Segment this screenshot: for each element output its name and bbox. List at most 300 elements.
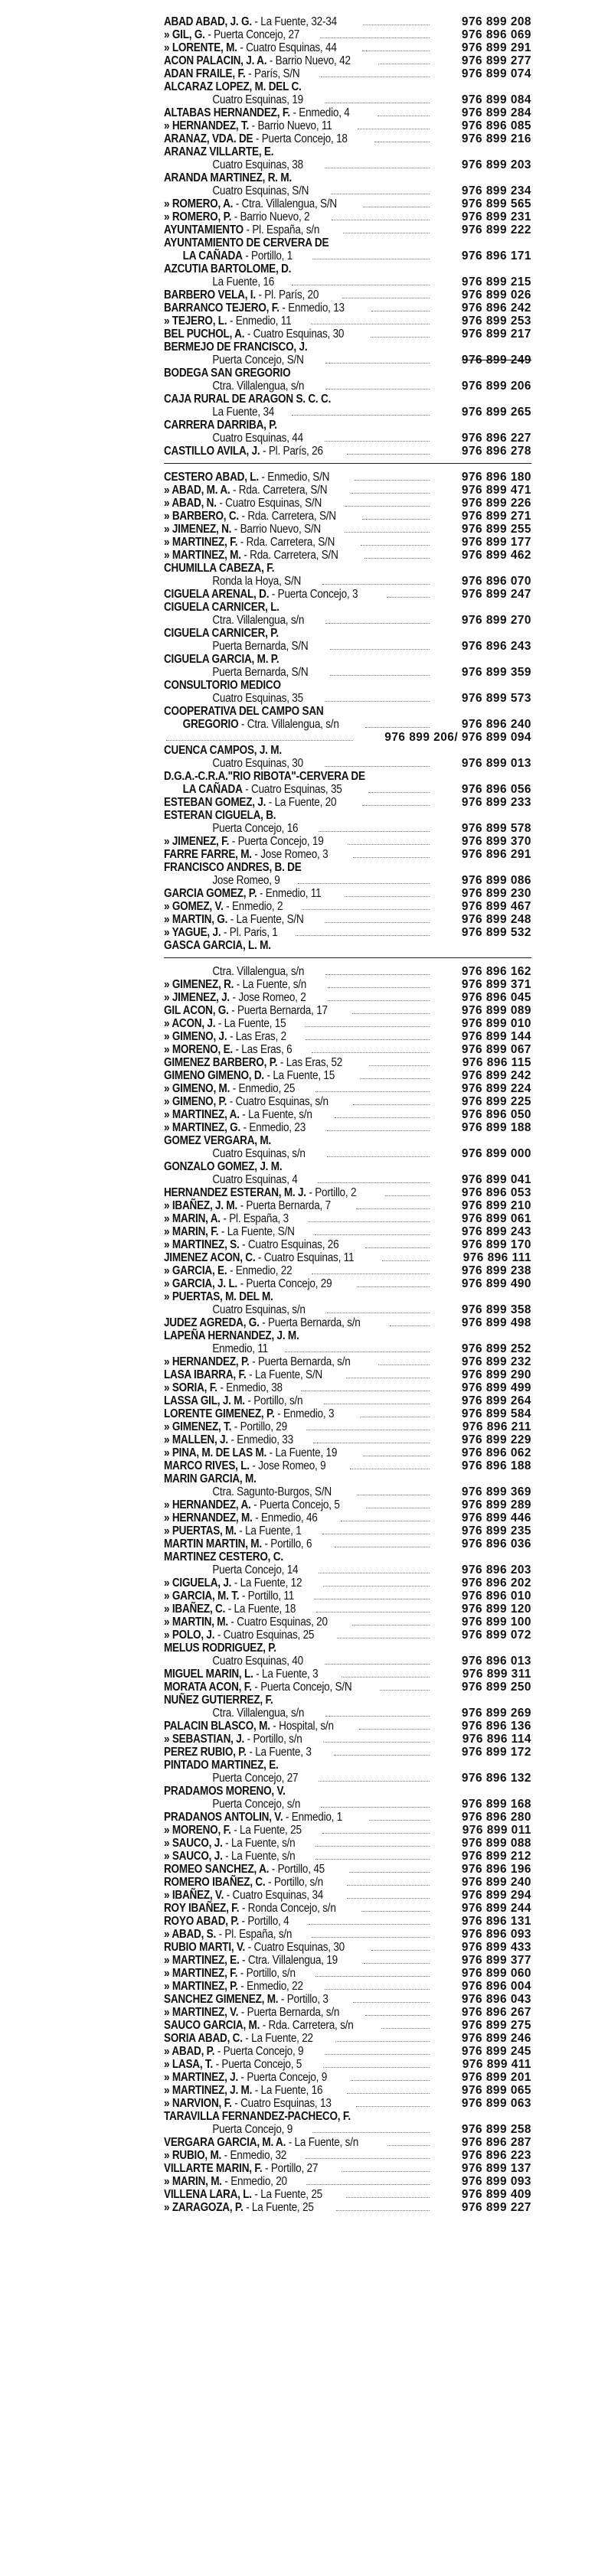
entry-name bbox=[164, 1277, 332, 1290]
subscriber-address: - La Fuente, S/N bbox=[246, 1368, 322, 1381]
dot-leader bbox=[390, 1325, 430, 1326]
directory-entry bbox=[164, 1603, 531, 1616]
phone-number: 976 899 041 bbox=[461, 1173, 531, 1186]
directory-entry bbox=[164, 302, 531, 315]
subscriber-name: BARRANCO TEJERO, F. bbox=[164, 302, 279, 315]
subscriber-name: CONSULTORIO MEDICO bbox=[164, 679, 281, 692]
phone-number: 976 899 255 bbox=[461, 523, 531, 536]
entry-name bbox=[164, 809, 276, 822]
subscriber-name: » MARIN, A. bbox=[164, 1212, 221, 1225]
directory-entry bbox=[164, 1616, 531, 1629]
directory-entry bbox=[164, 1590, 531, 1603]
entry-name bbox=[164, 679, 281, 692]
phone-number: 976 899 231 bbox=[461, 210, 531, 223]
subscriber-name: LORENTE GIMENEZ, P. bbox=[164, 1407, 275, 1420]
phone-number: 976 896 062 bbox=[461, 1446, 531, 1459]
dot-leader bbox=[382, 1260, 430, 1261]
phone-number: 976 899 232 bbox=[461, 1355, 531, 1368]
phone-number: 976 899 246 bbox=[461, 2032, 531, 2045]
entry-name bbox=[164, 2162, 318, 2175]
phone-number: 976 899 203 bbox=[461, 158, 531, 171]
subscriber-address: - Barrio Nuevo, S/N bbox=[231, 523, 321, 536]
subscriber-name: GIL ACON, G. bbox=[164, 1004, 229, 1017]
directory-entry bbox=[164, 1889, 531, 1902]
subscriber-name: ESTERAN CIGUELA, B. bbox=[164, 809, 276, 822]
directory-entry bbox=[164, 1043, 531, 1056]
phone-number: 976 896 227 bbox=[461, 432, 531, 445]
dot-leader bbox=[334, 1755, 430, 1756]
entry-name bbox=[164, 1798, 300, 1811]
phone-number: 976 899 498 bbox=[461, 1316, 531, 1329]
directory-entry bbox=[164, 939, 531, 952]
directory-entry bbox=[164, 15, 531, 28]
directory-entry bbox=[164, 757, 531, 770]
entry-name bbox=[164, 262, 291, 276]
entry-name bbox=[164, 1772, 298, 1785]
subscriber-name: MORATA ACON, F. bbox=[164, 1681, 252, 1694]
directory-entry bbox=[164, 2162, 531, 2175]
entry-name bbox=[164, 718, 339, 731]
subscriber-address: Puerta Concejo, S/N bbox=[212, 354, 304, 367]
subscriber-name: CIGUELA ARENAL, D. bbox=[164, 588, 270, 601]
directory-entry bbox=[164, 1225, 531, 1238]
phone-number: 976 899 013 bbox=[461, 757, 531, 770]
entry-name bbox=[164, 315, 291, 328]
subscriber-name: ARANAZ VILLARTE, E. bbox=[164, 145, 274, 158]
subscriber-address: - La Fuente, 25 bbox=[243, 2201, 314, 2214]
directory-entry bbox=[164, 471, 531, 484]
directory-entry bbox=[164, 1629, 531, 1642]
subscriber-address: Ctra. Sagunto-Burgos, S/N bbox=[212, 1485, 332, 1498]
dot-leader bbox=[348, 844, 430, 845]
directory-entry bbox=[164, 796, 531, 809]
phone-number: 976 899 248 bbox=[461, 913, 531, 926]
subscriber-address: La Fuente, 16 bbox=[212, 276, 275, 289]
entry-name bbox=[164, 653, 279, 666]
subscriber-name: » HERNANDEZ, T. bbox=[164, 119, 250, 132]
directory-entry bbox=[164, 666, 531, 679]
phone-number: 976 899 212 bbox=[461, 1850, 531, 1863]
entry-name bbox=[164, 1446, 337, 1459]
subscriber-name: ROYO ABAD, P. bbox=[164, 1915, 239, 1928]
directory-entry bbox=[164, 1173, 531, 1186]
entry-name bbox=[164, 276, 274, 289]
directory-entry bbox=[164, 341, 531, 354]
entry-name bbox=[164, 835, 324, 848]
entry-name bbox=[164, 666, 308, 679]
directory-entry bbox=[164, 1876, 531, 1889]
dot-leader bbox=[296, 935, 430, 936]
subscriber-address: - La Fuente, S/N bbox=[227, 913, 304, 926]
directory-entry bbox=[164, 627, 531, 640]
phone-number: 976 899 026 bbox=[461, 289, 531, 302]
dot-leader bbox=[337, 1638, 430, 1639]
entry-name bbox=[164, 80, 302, 93]
subscriber-address: - Rda. Carretera, S/N bbox=[240, 549, 338, 562]
directory-entry bbox=[164, 1394, 531, 1407]
dot-leader bbox=[342, 1677, 430, 1678]
dot-leader bbox=[315, 1234, 430, 1235]
phone-number: 976 899 089 bbox=[461, 1004, 531, 1017]
dot-leader bbox=[315, 1846, 430, 1847]
dot-leader bbox=[305, 1026, 430, 1027]
entry-name bbox=[164, 1316, 361, 1329]
directory-entry bbox=[164, 1798, 531, 1811]
dot-leader bbox=[345, 532, 430, 533]
phone-number: 976 896 036 bbox=[461, 1537, 531, 1550]
directory-entry bbox=[164, 236, 531, 249]
subscriber-name: » GIMENO, M. bbox=[164, 1082, 230, 1095]
subscriber-name: » MARTINEZ, F. bbox=[164, 1967, 238, 1980]
subscriber-address: - Pl. España, s/n bbox=[216, 1928, 293, 1941]
directory-entry bbox=[164, 770, 531, 783]
subscriber-address: - Cuatro Esquinas, 25 bbox=[214, 1629, 315, 1642]
phone-number: 976 899 499 bbox=[461, 1381, 531, 1394]
subscriber-name: » HERNANDEZ, A. bbox=[164, 1498, 251, 1511]
subscriber-name: GASCA GARCIA, L. M. bbox=[164, 939, 271, 952]
subscriber-address: - Cuatro Esquinas, 35 bbox=[242, 783, 342, 796]
directory-entry bbox=[164, 1329, 531, 1342]
directory-entry bbox=[164, 640, 531, 653]
subscriber-address: - La Fuente, s/n bbox=[239, 1108, 312, 1121]
directory-entry bbox=[164, 1446, 531, 1459]
directory-entry bbox=[164, 900, 531, 913]
directory-entry bbox=[164, 1863, 531, 1876]
subscriber-name: » ABAD, S. bbox=[164, 1928, 217, 1941]
dot-leader bbox=[323, 2067, 430, 2068]
subscriber-address: - La Fuente, 20 bbox=[266, 796, 337, 809]
entry-name bbox=[164, 497, 322, 510]
directory-entry bbox=[164, 1550, 531, 1564]
subscriber-address: Ctra. Villalengua, s/n bbox=[212, 965, 305, 978]
subscriber-address: - Puerta Concejo, 5 bbox=[250, 1498, 340, 1511]
subscriber-address: - Enmedio, 20 bbox=[221, 2175, 287, 2188]
dot-leader bbox=[351, 2080, 430, 2081]
subscriber-address: - Pl. París, 20 bbox=[255, 289, 319, 302]
entry-name bbox=[164, 2110, 351, 2123]
directory-entry bbox=[164, 2045, 531, 2058]
subscriber-name: AYUNTAMIENTO DE CERVERA DE bbox=[164, 236, 329, 249]
entry-name bbox=[164, 913, 304, 926]
subscriber-name: » HERNANDEZ, M. bbox=[164, 1511, 253, 1524]
dot-leader bbox=[359, 1729, 430, 1730]
subscriber-address: - Enmedio, 22 bbox=[237, 1980, 303, 1993]
subscriber-name: » TEJERO, L. bbox=[164, 315, 227, 328]
entry-name bbox=[164, 197, 337, 210]
directory-entry bbox=[164, 1980, 531, 1993]
subscriber-address: Cuatro Esquinas, s/n bbox=[212, 1147, 306, 1160]
dot-leader bbox=[308, 1221, 430, 1222]
subscriber-address: - La Fuente, s/n bbox=[286, 2136, 359, 2149]
directory-entry bbox=[164, 744, 531, 757]
subscriber-name: » MARTINEZ, P. bbox=[164, 1980, 238, 1993]
subscriber-address: - Barrio Nuevo, 42 bbox=[266, 54, 351, 67]
subscriber-name: » MALLEN, J. bbox=[164, 1433, 228, 1446]
entry-name bbox=[164, 1733, 302, 1746]
entry-name bbox=[164, 223, 319, 236]
entry-name bbox=[164, 1134, 271, 1147]
directory-entry bbox=[164, 328, 531, 341]
directory-entry bbox=[164, 1485, 531, 1498]
dot-leader bbox=[325, 623, 430, 624]
entry-name bbox=[164, 145, 273, 158]
phone-number: 976 899 270 bbox=[461, 614, 531, 627]
directory-entry bbox=[164, 1642, 531, 1655]
dot-leader bbox=[312, 1052, 430, 1053]
directory-entry bbox=[164, 1407, 531, 1420]
phone-number: 976 899 000 bbox=[461, 1147, 531, 1160]
subscriber-address: Ctra. Villalengua, s/n bbox=[212, 1707, 305, 1720]
phone-number: 976 899 225 bbox=[461, 1095, 531, 1108]
phone-number: 976 899 311 bbox=[462, 1668, 531, 1681]
phone-number: 976 899 226 bbox=[461, 497, 531, 510]
phone-number: 976 899 247 bbox=[461, 588, 531, 601]
entry-name bbox=[164, 158, 303, 171]
subscriber-name: CUENCA CAMPOS, J. M. bbox=[164, 744, 282, 757]
dot-leader bbox=[371, 1950, 430, 1951]
directory-entry bbox=[164, 575, 531, 588]
phone-number: 976 899 137 bbox=[461, 2162, 531, 2175]
subscriber-name: AYUNTAMIENTO bbox=[164, 223, 244, 236]
entry-name bbox=[164, 1616, 328, 1629]
subscriber-name: » MORENO, E. bbox=[164, 1043, 233, 1056]
subscriber-name: » POLO, J. bbox=[164, 1629, 215, 1642]
subscriber-name: VILLENA LARA, L. bbox=[164, 2188, 252, 2201]
subscriber-name: » YAGUE, J. bbox=[164, 926, 221, 939]
subscriber-address: - Cuatro Esquinas, 44 bbox=[237, 41, 337, 54]
phone-number: 976 896 056 bbox=[461, 783, 531, 796]
subscriber-address: - Las Eras, 2 bbox=[227, 1030, 286, 1043]
subscriber-name: ALTABAS HERNANDEZ, F. bbox=[164, 106, 290, 119]
directory-section bbox=[164, 965, 531, 2214]
directory-entry bbox=[164, 913, 531, 926]
subscriber-name: PEREZ RUBIO, P. bbox=[164, 1746, 247, 1759]
directory-entry bbox=[164, 2136, 531, 2149]
phone-number: 976 896 053 bbox=[461, 1186, 531, 1199]
entry-name bbox=[164, 2175, 287, 2188]
directory-entry bbox=[164, 367, 531, 380]
phone-number: 976 896 085 bbox=[461, 119, 531, 132]
phone-number: 976 896 162 bbox=[461, 965, 531, 978]
entry-name bbox=[164, 445, 323, 458]
subscriber-name: » IBAÑEZ, J. M. bbox=[164, 1199, 238, 1212]
phone-number: 976 899 206/ 976 899 094 bbox=[384, 731, 531, 744]
directory-entry bbox=[164, 80, 531, 93]
phone-number: 976 899 358 bbox=[461, 1303, 531, 1316]
dot-leader bbox=[361, 1911, 430, 1912]
subscriber-name: » MARTINEZ, G. bbox=[164, 1121, 241, 1134]
subscriber-name: » LORENTE, M. bbox=[164, 41, 237, 54]
directory-entry bbox=[164, 249, 531, 262]
phone-number: 976 899 277 bbox=[461, 54, 531, 67]
directory-section bbox=[164, 471, 531, 952]
entry-name bbox=[164, 2045, 303, 2058]
dot-leader bbox=[322, 1833, 430, 1834]
entry-name bbox=[164, 2019, 354, 2032]
subscriber-address: Ctra. Villalengua, s/n bbox=[212, 380, 305, 393]
section-divider bbox=[164, 463, 531, 464]
entry-name bbox=[164, 210, 309, 223]
dot-leader bbox=[315, 1859, 430, 1860]
phone-number: 976 899 242 bbox=[461, 1069, 531, 1082]
phone-number: 976 899 294 bbox=[461, 1889, 531, 1902]
dot-leader bbox=[320, 37, 430, 38]
phone-number: 976 899 433 bbox=[461, 1941, 531, 1954]
directory-entry bbox=[164, 2149, 531, 2162]
entry-name bbox=[164, 1629, 314, 1642]
entry-name bbox=[164, 1837, 296, 1850]
subscriber-address: - Portillo, 1 bbox=[242, 249, 293, 262]
dot-leader bbox=[346, 2197, 430, 2198]
dot-leader bbox=[363, 24, 430, 25]
directory-entry bbox=[164, 679, 531, 692]
entry-name bbox=[164, 1238, 338, 1251]
subscriber-address: Puerta Concejo, 16 bbox=[212, 822, 299, 835]
entry-name bbox=[164, 471, 329, 484]
subscriber-address: - Portillo, 2 bbox=[306, 1186, 357, 1199]
subscriber-address: - Barrio Nuevo, 11 bbox=[249, 119, 332, 132]
entry-name bbox=[164, 1681, 351, 1694]
directory-entry bbox=[164, 223, 531, 236]
dot-leader bbox=[309, 1924, 430, 1925]
entry-name bbox=[164, 302, 345, 315]
directory-entry bbox=[164, 28, 531, 41]
subscriber-name: ARANAZ, VDA. DE bbox=[164, 132, 253, 145]
phone-number: 976 899 067 bbox=[461, 1043, 531, 1056]
phone-number: 976 896 070 bbox=[461, 575, 531, 588]
subscriber-address: - Cuatro Esquinas, 13 bbox=[231, 2097, 332, 2110]
dot-leader bbox=[342, 2171, 430, 2172]
subscriber-name: » HERNANDEZ, P. bbox=[164, 1355, 250, 1368]
phone-number: 976 899 275 bbox=[461, 2019, 531, 2032]
directory-entry bbox=[164, 315, 531, 328]
subscriber-name: » PUERTAS, M. bbox=[164, 1524, 237, 1537]
subscriber-address: - Enmedio, 11 bbox=[257, 887, 322, 900]
directory-entry bbox=[164, 2058, 531, 2071]
phone-number: 976 899 249 bbox=[461, 354, 531, 367]
entry-name bbox=[164, 1056, 342, 1069]
directory-entry bbox=[164, 1459, 531, 1472]
subscriber-name: » GIMENO, J. bbox=[164, 1030, 227, 1043]
entry-name bbox=[164, 848, 328, 861]
subscriber-address: - Cuatro Esquinas, 34 bbox=[224, 1889, 324, 1902]
dot-leader bbox=[325, 2054, 430, 2055]
subscriber-address: - Puerta Bernarda, s/n bbox=[259, 1316, 361, 1329]
directory-entry bbox=[164, 1993, 531, 2006]
subscriber-address: - Portillo, s/n bbox=[244, 1733, 302, 1746]
subscriber-address: - La Fuente, 15 bbox=[215, 1017, 286, 1030]
entry-name bbox=[164, 1186, 356, 1199]
phone-number: 976 899 369 bbox=[461, 1485, 531, 1498]
phone-number: 976 899 253 bbox=[461, 315, 531, 328]
phone-number: 976 899 222 bbox=[461, 223, 531, 236]
dot-leader bbox=[325, 363, 430, 364]
phone-number: 976 899 240 bbox=[461, 1876, 531, 1889]
subscriber-address: Cuatro Esquinas, 35 bbox=[212, 692, 303, 705]
dot-leader bbox=[292, 415, 430, 416]
dot-leader bbox=[323, 1742, 430, 1743]
directory-entry bbox=[164, 419, 531, 432]
dot-leader bbox=[362, 519, 430, 520]
subscriber-address: Cuatro Esquinas, 19 bbox=[212, 93, 303, 106]
subscriber-address: - Portillo, s/n bbox=[237, 1967, 296, 1980]
subscriber-address: Cuatro Esquinas, S/N bbox=[212, 184, 309, 197]
directory-entry bbox=[164, 1941, 531, 1954]
subscriber-name: » MARIN, M. bbox=[164, 2175, 222, 2188]
entry-name bbox=[164, 1095, 329, 1108]
subscriber-name: » GIL, G. bbox=[164, 28, 205, 41]
directory-entry bbox=[164, 1837, 531, 1850]
entry-name bbox=[164, 1290, 273, 1303]
subscriber-address: - Cuatro Esquinas, 30 bbox=[244, 328, 345, 341]
subscriber-name: GARCIA GOMEZ, P. bbox=[164, 887, 257, 900]
phone-number: 976 899 100 bbox=[461, 1616, 531, 1629]
entry-name bbox=[164, 1967, 296, 1980]
phone-number: 976 899 217 bbox=[461, 328, 531, 341]
entry-name bbox=[164, 536, 335, 549]
subscriber-address: - La Fuente, 25 bbox=[230, 1824, 302, 1837]
subscriber-name: MARTIN MARTIN, M. bbox=[164, 1537, 262, 1550]
subscriber-name: GIMENEZ BARBERO, P. bbox=[164, 1056, 278, 1069]
dot-leader bbox=[353, 857, 430, 858]
entry-name bbox=[164, 380, 304, 393]
subscriber-address: - Puerta Concejo, 5 bbox=[213, 2058, 302, 2071]
directory-entry bbox=[164, 484, 531, 497]
directory-entry bbox=[164, 289, 531, 302]
phone-number: 976 899 264 bbox=[461, 1394, 531, 1407]
subscriber-name: CIGUELA GARCIA, M. P. bbox=[164, 653, 279, 666]
directory-entry bbox=[164, 197, 531, 210]
subscriber-name: ARANDA MARTINEZ, R. M. bbox=[164, 171, 292, 184]
directory-entry bbox=[164, 783, 531, 796]
entry-name bbox=[164, 692, 303, 705]
entry-name bbox=[164, 861, 302, 874]
directory-entry bbox=[164, 497, 531, 510]
entry-name bbox=[164, 1511, 318, 1524]
directory-entry bbox=[164, 887, 531, 900]
entry-name bbox=[164, 1342, 268, 1355]
subscriber-address: - La Fuente, 18 bbox=[225, 1603, 296, 1616]
directory-entry bbox=[164, 1160, 531, 1173]
subscriber-address: - Enmedio, 33 bbox=[227, 1433, 293, 1446]
subscriber-address: Puerta Concejo, 27 bbox=[212, 1772, 299, 1785]
entry-name bbox=[164, 1850, 296, 1863]
entry-name bbox=[164, 2188, 322, 2201]
subscriber-name: » PINA, M. DE LAS M. bbox=[164, 1446, 267, 1459]
subscriber-name: » ABAD, M. A. bbox=[164, 484, 230, 497]
directory-entry bbox=[164, 393, 531, 406]
subscriber-address: - La Fuente, 32-34 bbox=[251, 15, 337, 28]
directory-entry bbox=[164, 1238, 531, 1251]
subscriber-name: ADAN FRAILE, F. bbox=[164, 67, 246, 80]
phone-number: 976 899 074 bbox=[461, 67, 531, 80]
subscriber-address: - Pl. Paris, 1 bbox=[221, 926, 278, 939]
directory-entry bbox=[164, 1537, 531, 1550]
subscriber-address: - Puerta Concejo, 27 bbox=[204, 28, 300, 41]
entry-name bbox=[164, 367, 290, 380]
directory-entry bbox=[164, 184, 531, 197]
directory-entry bbox=[164, 1290, 531, 1303]
subscriber-address: - Hospital, s/n bbox=[270, 1720, 334, 1733]
dot-leader bbox=[356, 1208, 430, 1209]
directory-entry bbox=[164, 965, 531, 978]
dot-leader bbox=[387, 2145, 430, 2146]
directory-entry bbox=[164, 731, 531, 744]
directory-entry bbox=[164, 1811, 531, 1824]
subscriber-name: D.G.A.-C.R.A."RIO RIBOTA"-CERVERA DE bbox=[164, 770, 365, 783]
subscriber-name: » GARCIA, E. bbox=[164, 1264, 227, 1277]
entry-name bbox=[164, 1459, 325, 1472]
